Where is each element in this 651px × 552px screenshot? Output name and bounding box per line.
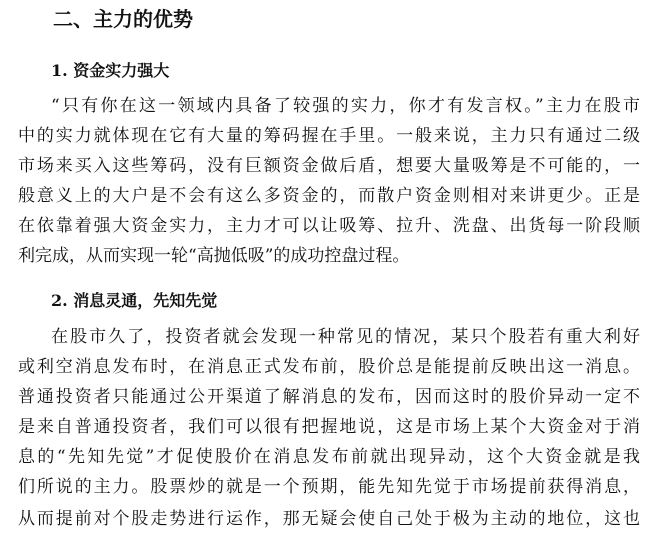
paragraph-line: 们所说的主力。股票炒的就是一个预期，能先知先觉于市场提前获得消息， bbox=[18, 477, 640, 497]
paragraph-line: 息的“先知先觉”才促使股价在消息发布前就出现异动，这个大资金就是我 bbox=[18, 447, 640, 467]
paragraph-line: 中的实力就体现在它有大量的筹码握在手里。一般来说，主力只有通过二级 bbox=[18, 126, 640, 146]
paragraph-line: 或利空消息发布时，在消息正式发布前，股价总是能提前反映出这一消息。 bbox=[18, 357, 640, 377]
subheading-information-advantage: 2. 消息灵通，先知先觉 bbox=[51, 291, 218, 310]
paragraph-line: 在股市久了，投资者就会发现一种常见的情况，某只个股若有重大利好 bbox=[51, 327, 640, 347]
section-heading: 二、主力的优势 bbox=[53, 7, 193, 31]
subheading-capital-strength: 1. 资金实力强大 bbox=[51, 61, 170, 80]
paragraph-line: 利完成，从而实现一轮“高抛低吸”的成功控盘过程。 bbox=[18, 246, 410, 266]
paragraph-line: 普通投资者只能通过公开渠道了解消息的发布，因而这时的股价异动一定不 bbox=[18, 387, 640, 407]
paragraph-line: 在依靠着强大资金实力，主力才可以让吸筹、拉升、洗盘、出货每一阶段顺 bbox=[18, 216, 640, 236]
paragraph-line: 从而提前对个股走势进行运作，那无疑会使自己处于极为主动的地位，这也 bbox=[18, 509, 640, 529]
paragraph-line: “只有你在这一领域内具备了较强的实力，你才有发言权。”主力在股市 bbox=[51, 96, 640, 116]
paragraph-line: 市场来买入这些筹码，没有巨额资金做后盾，想要大量吸筹是不可能的，一 bbox=[18, 156, 640, 176]
paragraph-line: 是来自普通投资者，我们可以很有把握地说，这是市场上某个大资金对于消 bbox=[18, 417, 640, 437]
paragraph-line: 般意义上的大户是不会有这么多资金的，而散户资金则相对来讲更少。正是 bbox=[18, 186, 640, 206]
